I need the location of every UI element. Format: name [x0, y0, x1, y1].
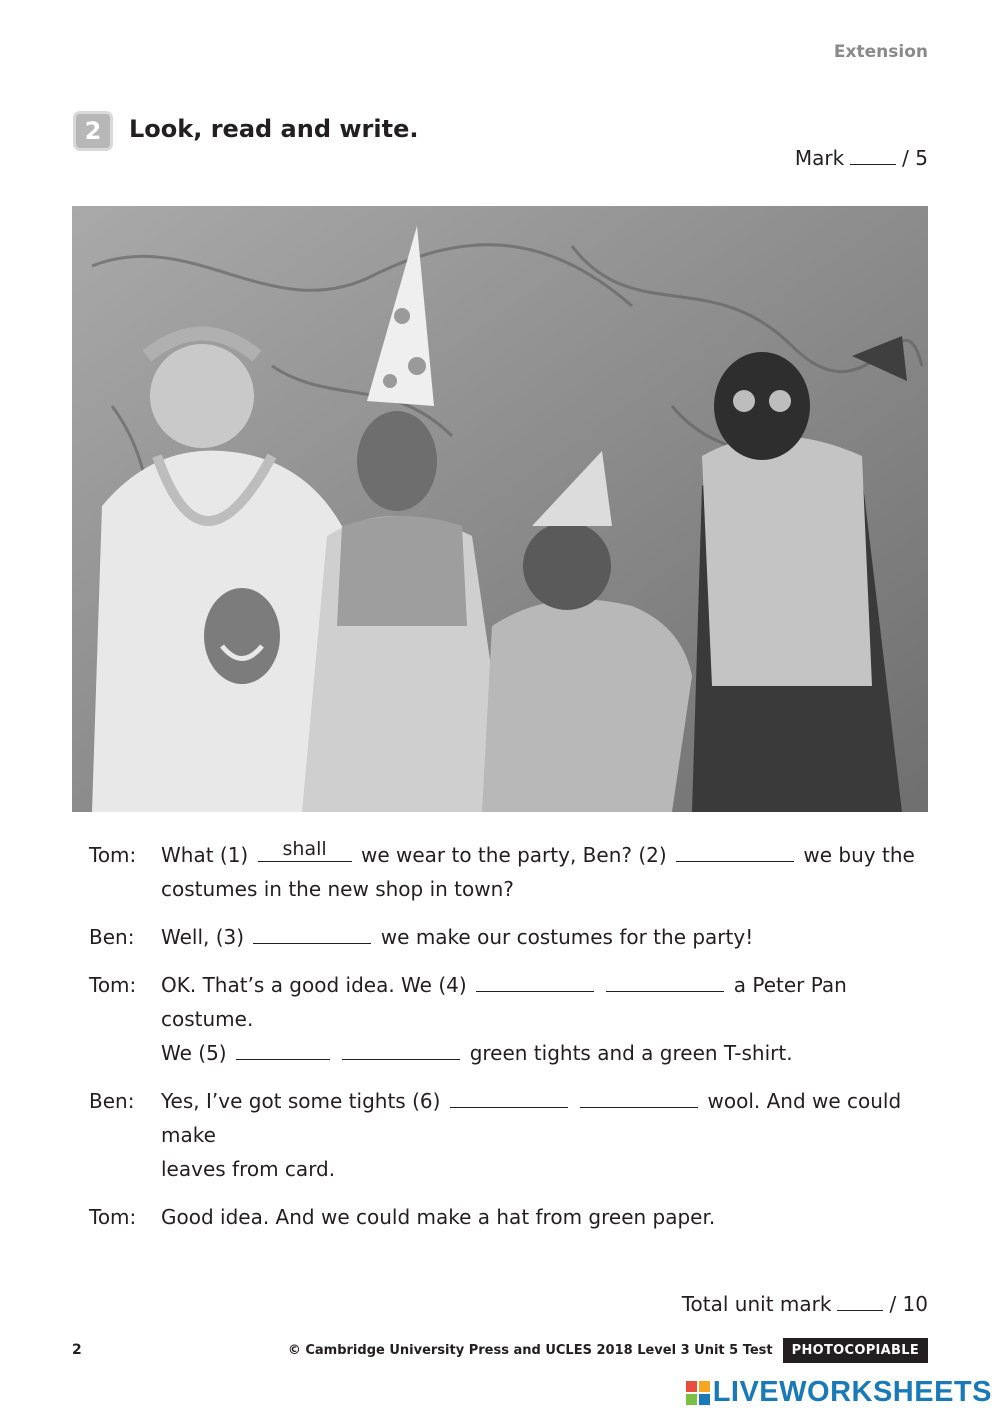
total-label: Total unit mark [681, 1292, 832, 1316]
total-of: / 10 [889, 1292, 928, 1316]
speech-text: wool. And we could make [161, 1089, 902, 1147]
speech-text: Yes, I’ve got some tights (6) [161, 1089, 441, 1113]
speech [161, 1084, 934, 1186]
speaker: Ben: [89, 925, 135, 949]
page-number: 2 [72, 1342, 82, 1358]
liveworksheets-logo-icon [686, 1381, 710, 1405]
total-blank[interactable] [837, 1292, 883, 1311]
speech-text: What (1) [161, 843, 249, 867]
exercise-title: Look, read and write. [129, 115, 419, 143]
speech-text: OK. That’s a good idea. We (4) [161, 973, 467, 997]
liveworksheets-brand-text: LIVEWORKSHEETS [712, 1376, 992, 1408]
answer-blank-6b[interactable] [580, 1085, 698, 1108]
mark-label: Mark [794, 146, 845, 170]
section-label: Extension [833, 42, 928, 62]
speaker: Tom: [89, 843, 137, 867]
liveworksheets-watermark[interactable] [686, 1376, 992, 1409]
answer-blank-5b[interactable] [342, 1037, 460, 1060]
answer-blank-5a[interactable] [236, 1037, 330, 1060]
speech-text: we buy the [803, 843, 915, 867]
speaker: Ben: [89, 1089, 135, 1113]
speech-text: costumes in the new shop in town? [161, 877, 514, 901]
speech-text: a Peter Pan costume. [161, 973, 847, 1031]
speech [161, 968, 934, 1070]
costume-photo [72, 206, 928, 812]
speaker: Tom: [89, 973, 137, 997]
answer-blank-3[interactable] [253, 921, 371, 944]
answer-blank-1[interactable] [258, 839, 352, 862]
dialogue-line-4 [89, 1084, 934, 1186]
speech [161, 920, 934, 954]
photocopiable-badge: PHOTOCOPIABLE [783, 1338, 928, 1363]
speech-text: leaves from card. [161, 1157, 336, 1181]
dialogue-line-2 [89, 920, 934, 954]
dialogue [89, 838, 934, 1248]
exercise-number-badge: 2 [73, 111, 113, 151]
answer-blank-4b[interactable] [606, 969, 724, 992]
speech-text: We (5) [161, 1041, 227, 1065]
page-footer [72, 1336, 928, 1364]
speech-text: Good idea. And we could make a hat from green paper. [161, 1205, 716, 1229]
dialogue-line-3 [89, 968, 934, 1070]
answer-blank-2[interactable] [676, 839, 794, 862]
speech [161, 1200, 934, 1234]
copyright-text: © Cambridge University Press and UCLES 2018 Level 3 Unit 5 Test [287, 1342, 773, 1358]
mark-score [795, 146, 928, 170]
speech-text: we make our costumes for the party! [380, 925, 754, 949]
speech [161, 838, 934, 906]
dialogue-line-5 [89, 1200, 934, 1234]
dialogue-line-1 [89, 838, 934, 906]
answer-1-text: shall [282, 838, 327, 860]
mark-blank[interactable] [850, 146, 896, 165]
speech-text: we wear to the party, Ben? (2) [360, 843, 667, 867]
costume-photo-illustration [72, 206, 928, 812]
total-unit-mark [682, 1292, 928, 1316]
speech-text: green tights and a green T-shirt. [469, 1041, 793, 1065]
speaker: Tom: [89, 1205, 137, 1229]
answer-blank-6a[interactable] [450, 1085, 568, 1108]
answer-blank-4a[interactable] [476, 969, 594, 992]
mark-total: / 5 [902, 146, 928, 170]
speech-text: Well, (3) [161, 925, 245, 949]
